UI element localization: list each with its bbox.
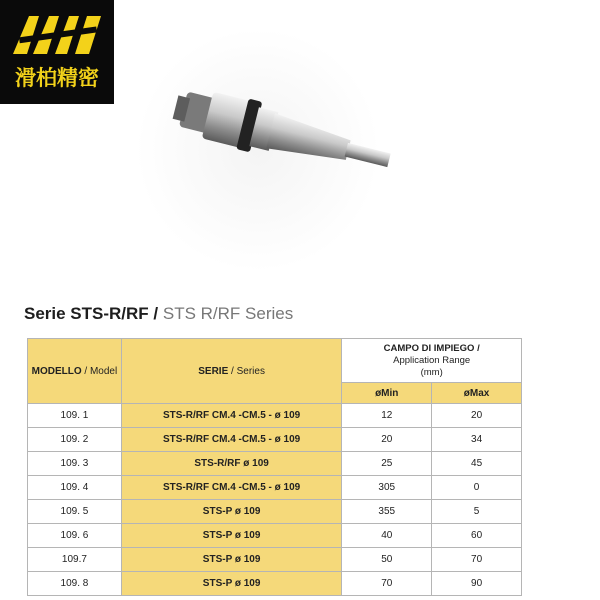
cell-max: 34 <box>432 428 522 452</box>
cell-model: 109. 5 <box>28 500 122 524</box>
cell-serie: STS-P ø 109 <box>121 548 341 572</box>
table-row <box>28 476 522 500</box>
product-image <box>118 0 418 280</box>
tool-holder-image <box>118 0 418 280</box>
table-row <box>28 428 522 452</box>
cell-min: 12 <box>342 404 432 428</box>
series-heading <box>24 304 293 324</box>
series-table <box>27 338 522 596</box>
brand-logo <box>0 0 114 104</box>
series-heading-light: STS R/RF Series <box>158 304 294 323</box>
header-model-bold: MODELLO <box>31 365 82 377</box>
cell-model: 109. 3 <box>28 452 122 476</box>
table-row <box>28 548 522 572</box>
header-range-line2: Application Range <box>393 354 471 366</box>
brand-logo-icon <box>9 8 105 58</box>
brand-logo-text: 滑柏精密 <box>15 66 99 90</box>
cell-model: 109. 4 <box>28 476 122 500</box>
table-header-row <box>28 339 522 383</box>
cell-min: 40 <box>342 524 432 548</box>
cell-max: 20 <box>432 404 522 428</box>
header-range-line3: (mm) <box>420 366 443 378</box>
cell-model: 109. 1 <box>28 404 122 428</box>
cell-max: 70 <box>432 548 522 572</box>
cell-serie: STS-R/RF CM.4 -CM.5 - ø 109 <box>121 404 341 428</box>
table-row <box>28 404 522 428</box>
cell-model: 109. 8 <box>28 572 122 596</box>
table-row <box>28 572 522 596</box>
cell-serie: STS-R/RF CM.4 -CM.5 - ø 109 <box>121 428 341 452</box>
cell-max: 45 <box>432 452 522 476</box>
header-model <box>28 339 122 404</box>
cell-max: 60 <box>432 524 522 548</box>
cell-min: 25 <box>342 452 432 476</box>
header-serie-rest: / Series <box>228 365 265 377</box>
header-max: øMax <box>432 383 522 404</box>
cell-min: 305 <box>342 476 432 500</box>
cell-max: 90 <box>432 572 522 596</box>
table-row <box>28 452 522 476</box>
header-serie <box>121 339 341 404</box>
table-row <box>28 524 522 548</box>
series-heading-bold: Serie STS-R/RF / <box>24 304 159 323</box>
table-row <box>28 500 522 524</box>
cell-min: 20 <box>342 428 432 452</box>
cell-serie: STS-P ø 109 <box>121 524 341 548</box>
header-min: øMin <box>342 383 432 404</box>
cell-max: 5 <box>432 500 522 524</box>
header-range-bold: CAMPO DI IMPIEGO / <box>383 342 480 354</box>
cell-model: 109. 6 <box>28 524 122 548</box>
header-model-rest: / Model <box>81 365 118 377</box>
cell-min: 70 <box>342 572 432 596</box>
cell-model: 109.7 <box>28 548 122 572</box>
cell-model: 109. 2 <box>28 428 122 452</box>
cell-serie: STS-R/RF ø 109 <box>121 452 341 476</box>
cell-max: 0 <box>432 476 522 500</box>
header-serie-bold: SERIE <box>198 365 229 377</box>
cell-serie: STS-P ø 109 <box>121 500 341 524</box>
cell-min: 50 <box>342 548 432 572</box>
header-range <box>342 339 522 383</box>
cell-min: 355 <box>342 500 432 524</box>
cell-serie: STS-P ø 109 <box>121 572 341 596</box>
cell-serie: STS-R/RF CM.4 -CM.5 - ø 109 <box>121 476 341 500</box>
